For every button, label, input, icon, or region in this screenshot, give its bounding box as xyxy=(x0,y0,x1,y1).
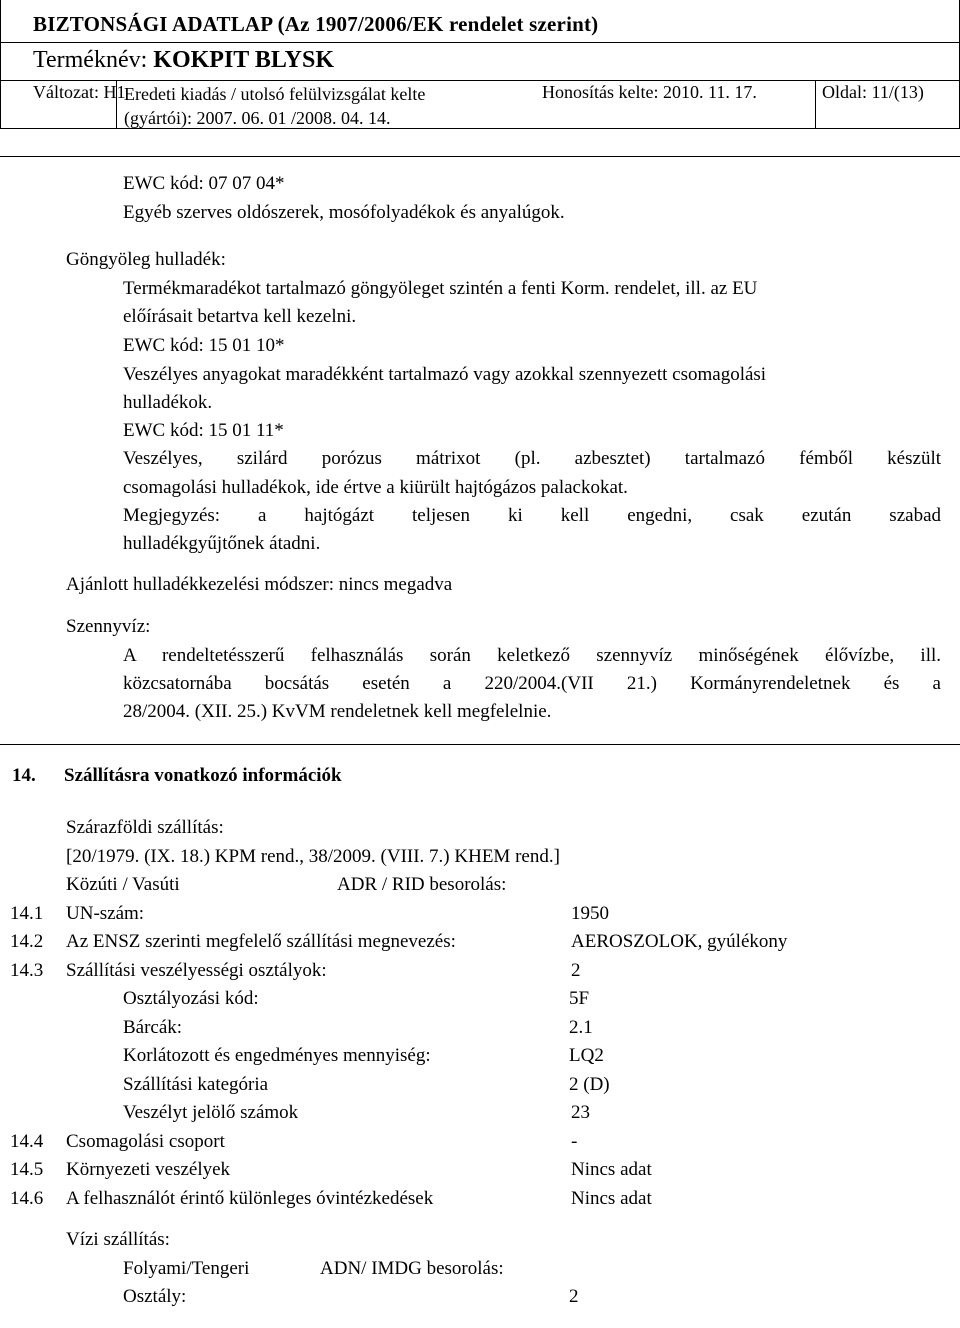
water-transport-label: Vízi szállítás: xyxy=(66,1229,170,1250)
row-number: 14.2 xyxy=(10,931,44,952)
ewc-description: Veszélyes anyagokat maradékként tartalmazó vagy azokkal szennyezett csomagolási xyxy=(123,364,767,385)
class-label: Osztály: xyxy=(123,1286,187,1307)
issue-date-line: Eredeti kiadás / utolsó felülvizsgálat kelte xyxy=(124,84,426,104)
subrow-value: 2 (D) xyxy=(569,1074,610,1095)
header-border xyxy=(0,0,1,128)
subrow-label: Korlátozott és engedményes mennyiség: xyxy=(123,1045,431,1066)
ewc-code: EWC kód: 15 01 10* xyxy=(123,335,285,356)
ewc-code: EWC kód: 15 01 11* xyxy=(123,420,284,441)
issue-date-line: (gyártói): 2007. 06. 01 /2008. 04. 14. xyxy=(124,108,391,128)
section-number: 14. xyxy=(12,765,36,786)
subrow-value: 5F xyxy=(569,988,590,1009)
ewc-code: EWC kód: 07 07 04* xyxy=(123,173,285,194)
row-value: Nincs adat xyxy=(571,1188,652,1209)
row-label: Szállítási veszélyességi osztályok: xyxy=(66,960,327,981)
subrow-value: LQ2 xyxy=(569,1045,604,1066)
section-title: Szállításra vonatkozó információk xyxy=(64,765,342,786)
subrow-label: Osztályozási kód: xyxy=(123,988,259,1009)
row-label: UN-szám: xyxy=(66,903,145,924)
issue-date xyxy=(124,82,425,130)
class-value: 2 xyxy=(569,1286,579,1307)
water-transport-type: Folyami/Tengeri xyxy=(123,1258,250,1279)
adr-rid-label: ADR / RID besorolás: xyxy=(337,874,507,895)
row-label: Az ENSZ szerinti megfelelő szállítási megnevezés: xyxy=(66,931,456,952)
row-value: Nincs adat xyxy=(571,1159,652,1180)
road-rail-label: Közúti / Vasúti xyxy=(66,874,180,895)
body-top-border xyxy=(0,156,960,157)
ewc-description: hulladékok. xyxy=(123,392,213,413)
packaging-text: Termékmaradékot tartalmazó göngyöleget szintén a fenti Korm. rendelet, ill. az EU xyxy=(123,278,758,299)
wastewater-text: közcsatornába bocsátás esetén a 220/2004.(VII 21.) Kormányrendeletnek és a xyxy=(123,673,941,694)
row-number: 14.3 xyxy=(10,960,44,981)
header-cell-divider xyxy=(815,80,816,128)
localization-date: Honosítás kelte: 2010. 11. 17. xyxy=(542,82,757,102)
version-label: Változat: H1 xyxy=(33,82,126,102)
wastewater-text: A rendeltetésszerű felhasználás során keletkező szennyvíz minőségének élővízbe, ill. xyxy=(123,645,941,666)
packaging-waste-label: Göngyöleg hulladék: xyxy=(66,249,226,270)
header-cell-divider xyxy=(116,80,117,128)
land-transport-label: Szárazföldi szállítás: xyxy=(66,817,224,838)
subrow-label: Bárcák: xyxy=(123,1017,183,1038)
ewc-description: csomagolási hulladékok, ide értve a kiürült hajtógázos palackokat. xyxy=(123,477,628,498)
row-number: 14.1 xyxy=(10,903,44,924)
product-name: Terméknév: KOKPIT BLYSK xyxy=(33,47,335,73)
land-transport-regulations: [20/1979. (IX. 18.) KPM rend., 38/2009. (VIII. 7.) KHEM rend.] xyxy=(66,846,560,867)
subrow-label: Veszélyt jelölő számok xyxy=(123,1102,299,1123)
ewc-description: Veszélyes, szilárd porózus mátrixot (pl. azbesztet) tartalmazó fémből készült xyxy=(123,448,941,469)
recommended-method: Ajánlott hulladékkezelési módszer: nincs megadva xyxy=(66,574,453,595)
row-number: 14.5 xyxy=(10,1159,44,1180)
row-label: Környezeti veszélyek xyxy=(66,1159,231,1180)
document-title: BIZTONSÁGI ADATLAP (Az 1907/2006/EK rendelet szerint) xyxy=(33,12,599,36)
wastewater-label: Szennyvíz: xyxy=(66,616,151,637)
subrow-label: Szállítási kategória xyxy=(123,1074,269,1095)
row-value: - xyxy=(571,1131,578,1152)
row-value: AEROSZOLOK, gyúlékony xyxy=(571,931,788,952)
section-divider xyxy=(0,744,960,745)
header-divider xyxy=(0,80,960,81)
ewc-description: Egyéb szerves oldószerek, mosófolyadékok és anyalúgok. xyxy=(123,202,565,223)
note-text: Megjegyzés: a hajtógázt teljesen ki kell engedni, csak ezután szabad xyxy=(123,505,941,526)
adn-imdg-label: ADN/ IMDG besorolás: xyxy=(320,1258,504,1279)
page-number: Oldal: 11/(13) xyxy=(822,82,924,102)
row-value: 1950 xyxy=(571,903,609,924)
subrow-value: 2.1 xyxy=(569,1017,593,1038)
header-divider xyxy=(0,42,960,43)
wastewater-text: 28/2004. (XII. 25.) KvVM rendeletnek kell megfelelnie. xyxy=(123,701,552,722)
packaging-text: előírásait betartva kell kezelni. xyxy=(123,306,357,327)
row-label: Csomagolási csoport xyxy=(66,1131,225,1152)
note-text: hulladékgyűjtőnek átadni. xyxy=(123,533,321,554)
row-value: 2 xyxy=(571,960,581,981)
subrow-value: 23 xyxy=(571,1102,590,1123)
row-number: 14.6 xyxy=(10,1188,44,1209)
row-number: 14.4 xyxy=(10,1131,44,1152)
row-label: A felhasználót érintő különleges óvintézkedések xyxy=(66,1188,434,1209)
document-header xyxy=(0,0,960,129)
